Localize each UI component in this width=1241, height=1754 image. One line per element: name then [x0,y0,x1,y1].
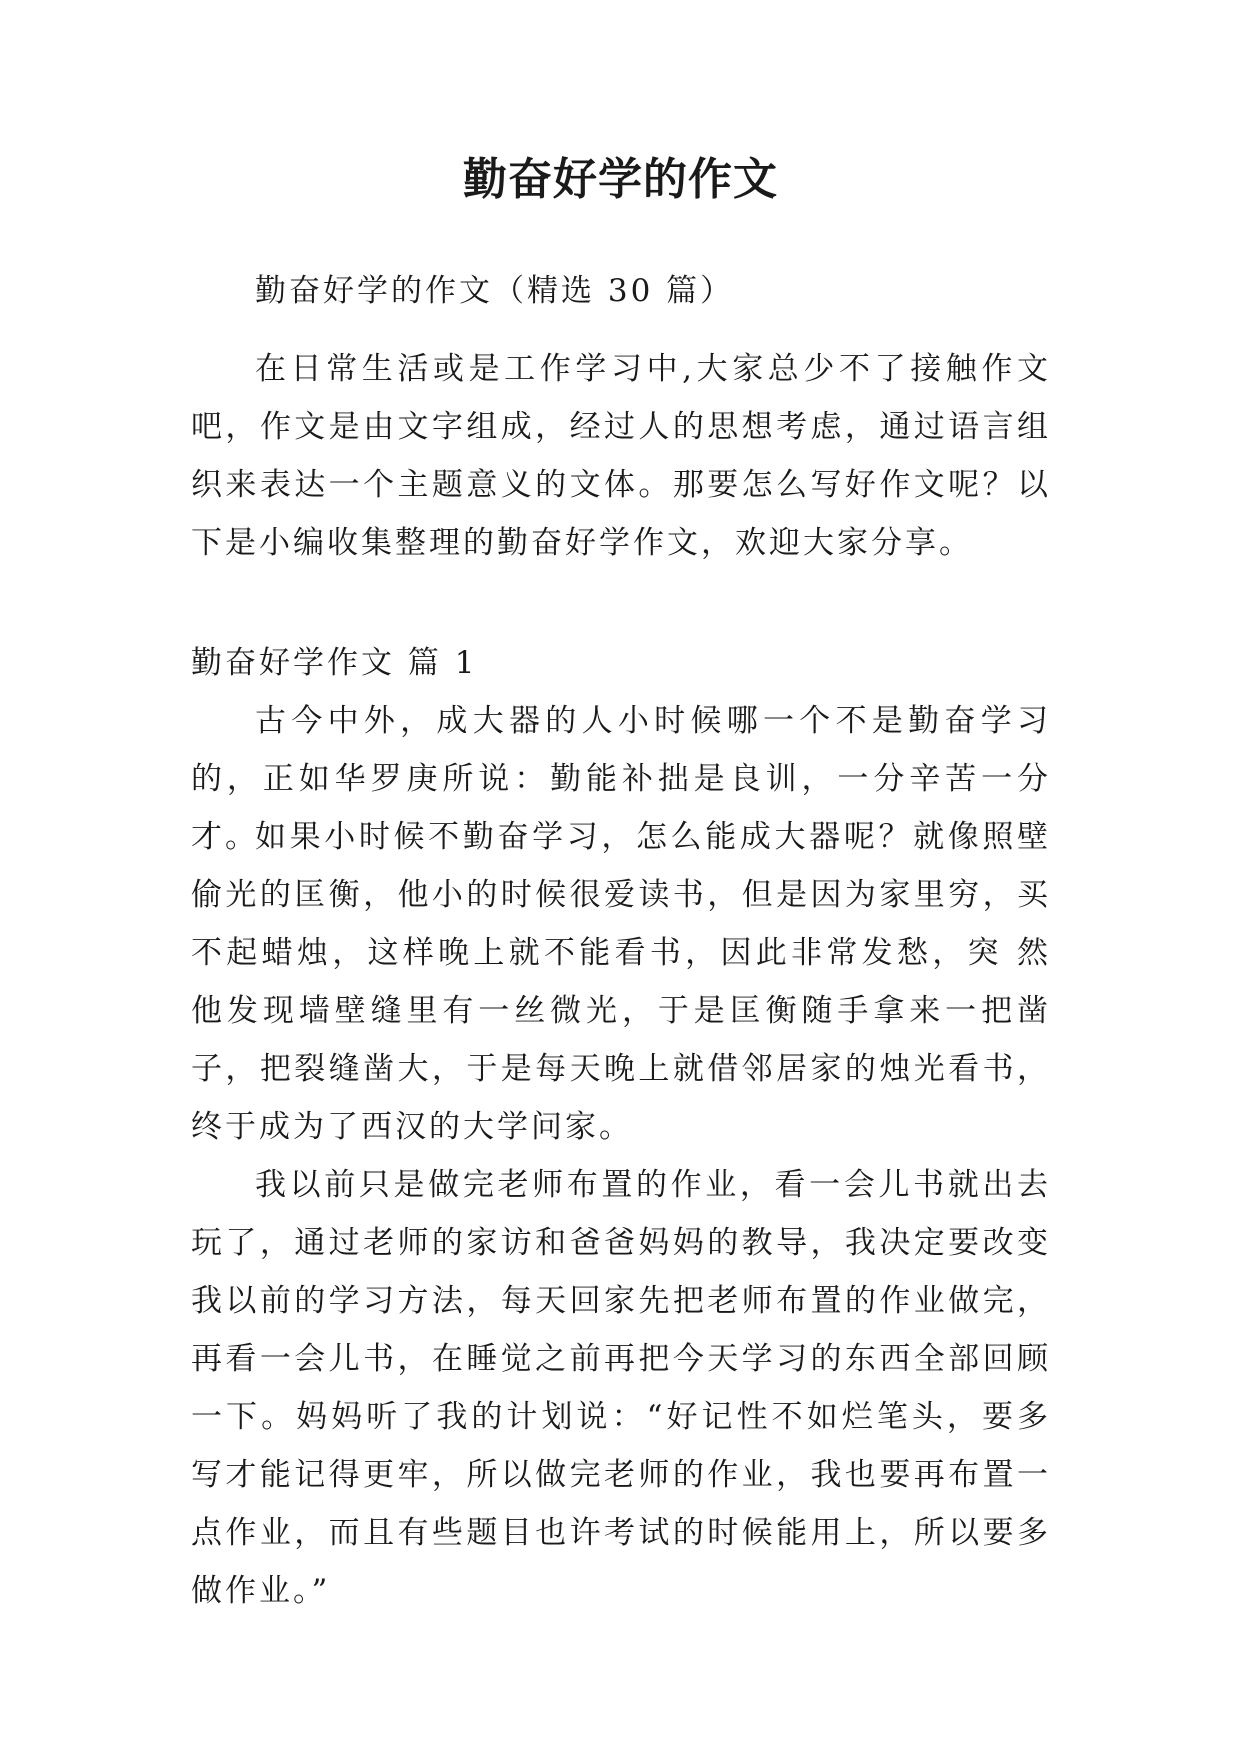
intro-paragraph: 在日常生活或是工作学习中,大家总少不了接触作文吧，作文是由文字组成，经过人的思想考虑，通过语言组织来表达一个主题意义的文体。那要怎么写好作文呢？以下是小编收集整理的勤奋好学作文，欢迎大家分享。 [191,351,1051,561]
document-subtitle: 勤奋好学的作文（精选 30 篇） [255,273,735,309]
paragraph-2: 如果小时候不勤奋学习，怎么能成大器呢？就像照壁偷光的匡衡，他小的时候很爱读书，但是因为家里穷，买不起蜡烛，这样晚上就不能看书，因此非常发愁，突 然他发现墙壁缝里有一丝微光，于是匡衡随手拿来一把凿子，把裂缝凿大，于是每天晚上就借邻居家的烛光看书，终于成为了西汉的大学问家。 [191,819,1051,1145]
document-title: 勤奋好学的作文 [463,154,778,205]
paragraph-3: 我以前只是做完老师布置的作业，看一会儿书就出去玩了，通过老师的家访和爸爸妈妈的教导，我决定要改变我以前的学习方法，每天回家先把老师布置的作业做完，再看一会儿书，在睡觉之前再把今天学习的东西全部回顾一下。妈妈听了我的计划说：“好记性不如烂笔头，要多写才能记得更牢，所以做完老师的作业，我也要再布置一点作业，而且有些题目也许考试的时候能用上，所以要多做作业。” [191,1167,1051,1609]
paragraph-1: 古今中外，成大器的人小时候哪一个不是勤奋学习的，正如华罗庚所说：勤能补拙是良训，一分辛苦一分才。 [191,703,1051,855]
section-heading: 勤奋好学作文 篇 1 [191,645,478,681]
